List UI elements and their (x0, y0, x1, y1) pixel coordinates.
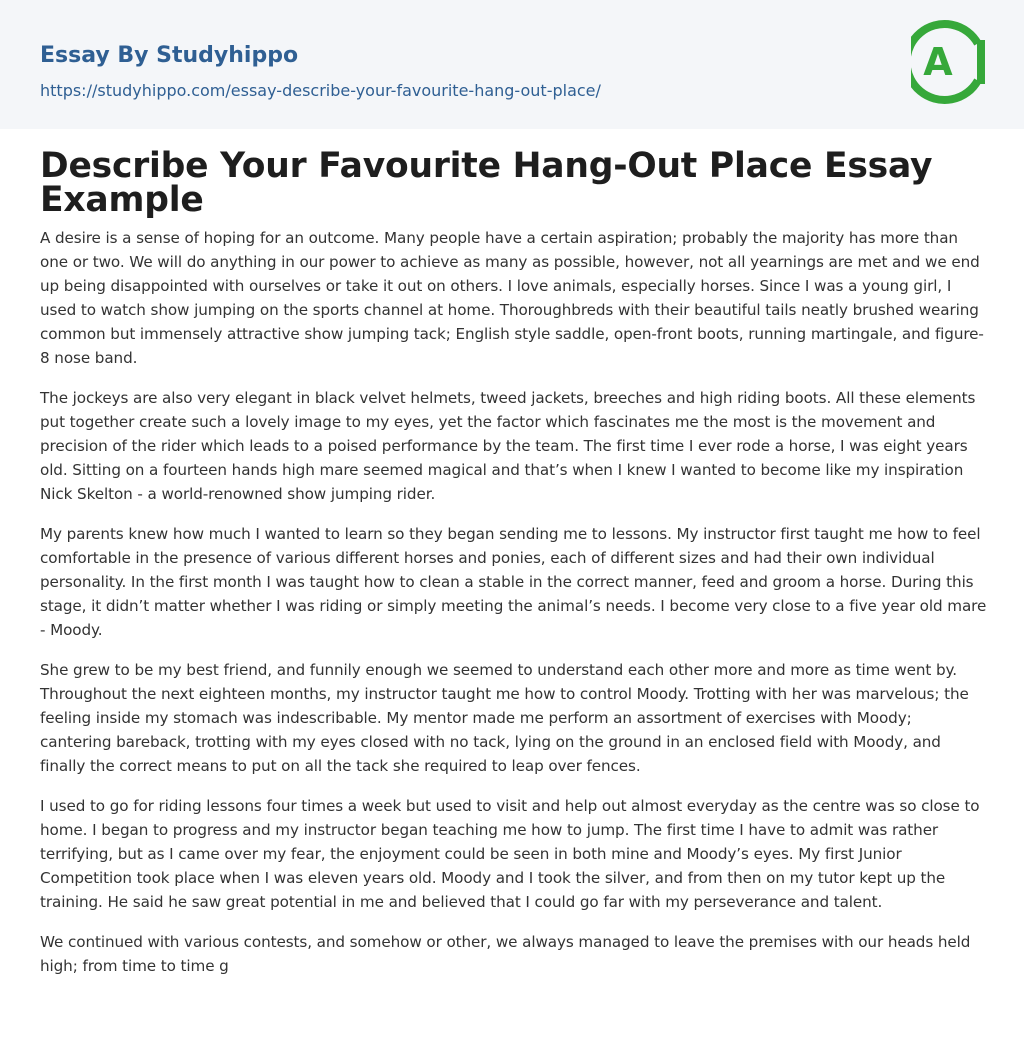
article-paragraph-3: My parents knew how much I wanted to learn so they began sending me to lessons. My instructor first taught me how to feel comfortable in the presence of various different horses and ponies, each of different sizes and had their own individual personality. In the first month I was taught how to clean a stable in the correct manner, feed and groom a horse. During this stage, it didn’t matter whether I was riding or simply meeting the animal’s needs. I become very close to a five year old mare - Moody. (40, 525, 987, 639)
article-paragraph-1: A desire is a sense of hoping for an outcome. Many people have a certain aspiration; probably the majority has more than one or two. We will do anything in our power to achieve as many as possible, however, not all yearnings are met and we end up being disappointed with ourselves or take it out on others. I love animals, especially horses. Since I was a young girl, I used to watch show jumping on the sports channel at home. Thoroughbreds with their beautiful tails neatly brushed wearing common but immensely attractive show jumping tack; English style saddle, open-front boots, running martingale, and figure-8 nose band. (40, 229, 984, 367)
logo-letter: A (923, 40, 953, 84)
article-paragraph-4: She grew to be my best friend, and funnily enough we seemed to understand each other more and more as time went by. Throughout the next eighteen months, my instructor taught me how to control Moody. Trotting with her was marvelous; the feeling inside my stomach was indescribable. My mentor made me perform an assortment of exercises with Moody; cantering bareback, trotting with my eyes closed with no tack, lying on the ground in an enclosed field with Moody, and finally the correct means to put on all the tack she required to leap over fences. (40, 661, 969, 775)
article (0, 146, 1024, 978)
site-header (0, 0, 1024, 129)
article-title: Describe Your Favourite Hang-Out Place Essay Example (40, 146, 933, 220)
source-url-link[interactable]: https://studyhippo.com/essay-describe-your-favourite-hang-out-place/ (40, 81, 601, 100)
site-brand[interactable]: Essay By Studyhippo (40, 43, 299, 68)
article-paragraph-6: We continued with various contests, and somehow or other, we always managed to leave the premises with our heads held high; from time to time g (40, 933, 971, 975)
studyhippo-logo-icon[interactable] (911, 19, 985, 105)
article-paragraph-2: The jockeys are also very elegant in black velvet helmets, tweed jackets, breeches and high riding boots. All these elements put together create such a lovely image to my eyes, yet the factor which fascinates me the most is the movement and precision of the rider which leads to a poised performance by the team. The first time I ever rode a horse, I was eight years old. Sitting on a fourteen hands high mare seemed magical and that’s when I knew I wanted to become like my inspiration Nick Skelton - a world-renowned show jumping rider. (40, 389, 976, 503)
article-paragraph-5: I used to go for riding lessons four times a week but used to visit and help out almost everyday as the centre was so close to home. I began to progress and my instructor began teaching me how to jump. The first time I have to admit was rather terrifying, but as I came over my fear, the enjoyment could be seen in both mine and Moody’s eyes. My first Junior Competition took place when I was eleven years old. Moody and I took the silver, and from then on my tutor kept up the training. He said he saw great potential in me and believed that I could go far with my perseverance and talent. (40, 797, 980, 911)
